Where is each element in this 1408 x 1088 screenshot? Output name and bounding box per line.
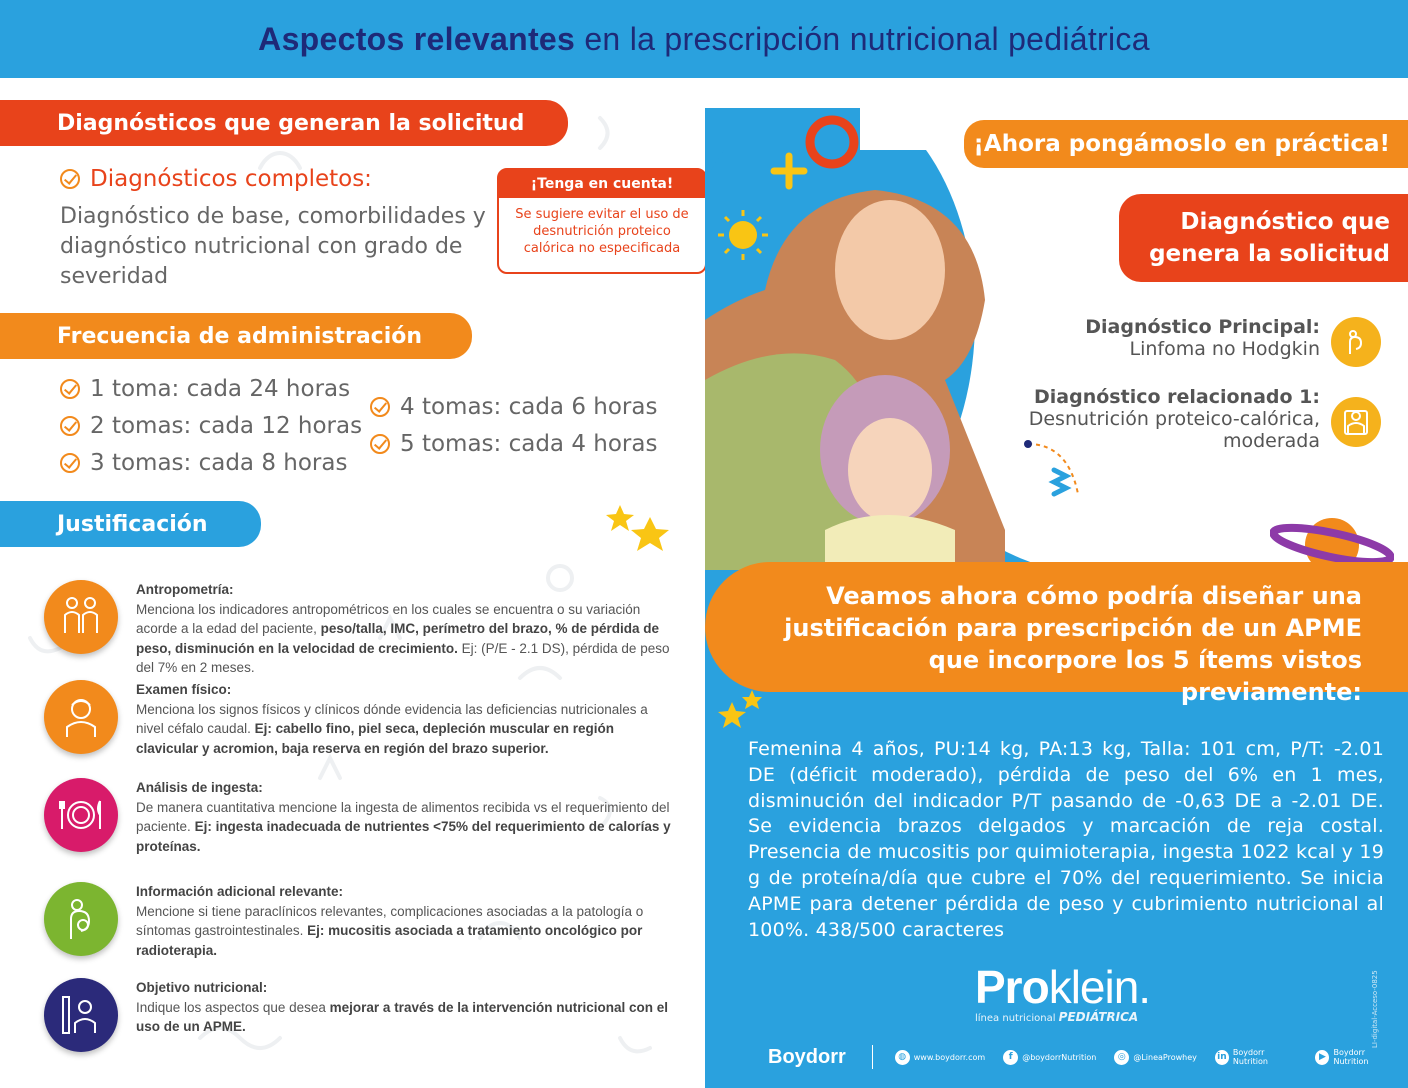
item-text: Indique los aspectos que desea [136,999,326,1015]
note-title: ¡Tenga en cuenta! [499,170,705,198]
footer [768,1045,1408,1069]
item-title: Información adicional relevante: [136,884,344,899]
sun-icon [716,208,770,262]
banner-text: Veamos ahora cómo podría diseñar una justificación para prescripción de un APME que incorpore los 5 ítems vistos previamente: [784,582,1362,706]
stomach-icon [1331,317,1381,367]
footer-instagram-link[interactable]: ◎ @LineaProwhey [1114,1050,1197,1065]
ring-icon [800,110,864,174]
footer-facebook-link[interactable]: f @boydorrNutrition [1003,1050,1096,1065]
justificacion-informacion [40,882,680,962]
boydorr-logo: Boydorr [768,1045,846,1068]
page-title: Aspectos relevantes en la prescripción nutricional pediátrica [258,20,1150,57]
list-item: 3 tomas: cada 8 horas [60,444,362,481]
globe-icon: ◍ [895,1050,910,1065]
list-item: 1 toma: cada 24 horas [60,370,362,407]
frecuencia-left-list [60,370,362,481]
note-box [497,168,707,274]
facebook-icon: f [1003,1050,1018,1065]
section-justificacion-heading: Justificación [0,501,261,547]
item-title: Objetivo nutricional: [136,980,268,995]
item-text: Mencione si tiene paraclínicos relevantes, complicaciones asociadas a la patología o síntomas gastrointestinales. [136,903,644,938]
patient-icon [44,680,118,754]
check-icon [370,434,390,454]
item-bold: Ej: ingesta inadecuada de nutrientes <75% del requerimiento de calorías y proteínas. [136,819,671,854]
diagnosticos-completos: Diagnósticos completos: [60,166,372,192]
document-code: LI-digital-Acceso-0825 [1371,970,1379,1048]
instagram-icon: ◎ [1114,1050,1129,1065]
item-title: Análisis de ingesta: [136,780,263,795]
weight-person-icon [1331,397,1381,447]
people-icon [44,580,118,654]
diagnosticos-text: Diagnóstico de base, comorbilidades y diagnóstico nutricional con grado de severidad [60,204,486,289]
item-text: Menciona los indicadores antropométricos en los cuales se encuentra o su variación acorde a la edad del paciente, [136,601,641,636]
scale-person-icon [44,978,118,1052]
item-title: Examen físico: [136,682,232,697]
footer-youtube-link[interactable]: ▶ Boydorr Nutrition [1315,1048,1398,1066]
list-item: 4 tomas: cada 6 horas [370,388,657,425]
item-title: Antropometría: [136,582,234,597]
item-text: Menciona los signos físicos y clínicos dónde evidencia las deficiencias nutricionales a nivel céfalo caudal. [136,701,648,736]
note-text: Se sugiere evitar el uso de desnutrición proteico calórica no especificada [515,207,689,256]
practica-heading: ¡Ahora pongámoslo en práctica! [964,120,1408,168]
section-diagnosticos-heading: Diagnósticos que generan la solicitud [0,100,568,146]
section-frecuencia-heading: Frecuencia de administración [0,313,472,359]
stars-icon [604,503,676,563]
diagnostico-relacionado: Diagnóstico relacionado 1: Desnutrición proteico-calórica, moderada [1028,386,1320,452]
youtube-icon: ▶ [1315,1050,1329,1065]
justificacion-ingesta [40,778,680,858]
justificacion-antropometria [40,580,680,675]
check-icon [370,397,390,417]
item-tail: Ej: (P/E - 2.1 DS), pérdida de peso del 7% en 2 meses. [136,640,670,675]
diagnostico-genera-heading: Diagnóstico que genera la solicitud [1119,194,1408,282]
linkedin-icon: in [1215,1050,1229,1065]
check-icon [60,453,80,473]
frecuencia-right-list [370,388,657,462]
plus-icon [770,152,808,190]
list-item: 2 tomas: cada 12 horas [60,407,362,444]
stomach-icon [44,882,118,956]
item-bold: Ej: cabello fino, piel seca, depleción muscular en región clavicular y acromion, baja reserva en región del brazo superior. [136,721,614,756]
footer-divider [872,1045,873,1069]
check-icon [60,169,80,189]
plate-icon [44,778,118,852]
item-bold: Ej: mucositis asociada a tratamiento oncológico por radioterapia. [136,923,643,958]
item-text: De manera cuantitativa mencione la ingesta de alimentos recibida vs el requerimiento del paciente. [136,799,670,834]
check-icon [60,416,80,436]
justificacion-objetivo [40,978,680,1058]
case-text: Femenina 4 años, PU:14 kg, PA:13 kg, Talla: 101 cm, P/T: -2.01 DE (déficit moderado), pérdida de peso del 6% en 1 mes, disminución del indicador P/T pasando de -0,63 DE a -2.01 DE. Se evidencia brazos delgados y marcación de reja costal. Presencia de mucositis por quimioterapia, ingesta 1022 kcal y 19 g de proteína/día que cubre el 70% del requerimiento. Se inicia APME para detener pérdida de peso y cubrimiento nutricional al 100%. 438/500 caracteres [748,738,1384,941]
justificacion-examen [40,680,680,760]
check-icon [60,379,80,399]
item-bold: mejorar a través de la intervención nutricional con el uso de un APME. [136,999,669,1034]
item-bold: peso/talla, IMC, perímetro del brazo, % de pérdida de peso, disminución en la velocidad de crecimiento. [136,621,659,656]
list-item: 5 tomas: cada 4 horas [370,425,657,462]
footer-linkedin-link[interactable]: in Boydorr Nutrition [1215,1048,1298,1066]
footer-web-link[interactable]: ◍ www.boydorr.com [895,1050,985,1065]
diagnostico-principal: Diagnóstico Principal: Linfoma no Hodgkin [1085,316,1320,360]
header-bar [0,0,1408,78]
proklein-logo: Proklein. línea nutricional PEDIÁTRICA [975,961,1151,1024]
